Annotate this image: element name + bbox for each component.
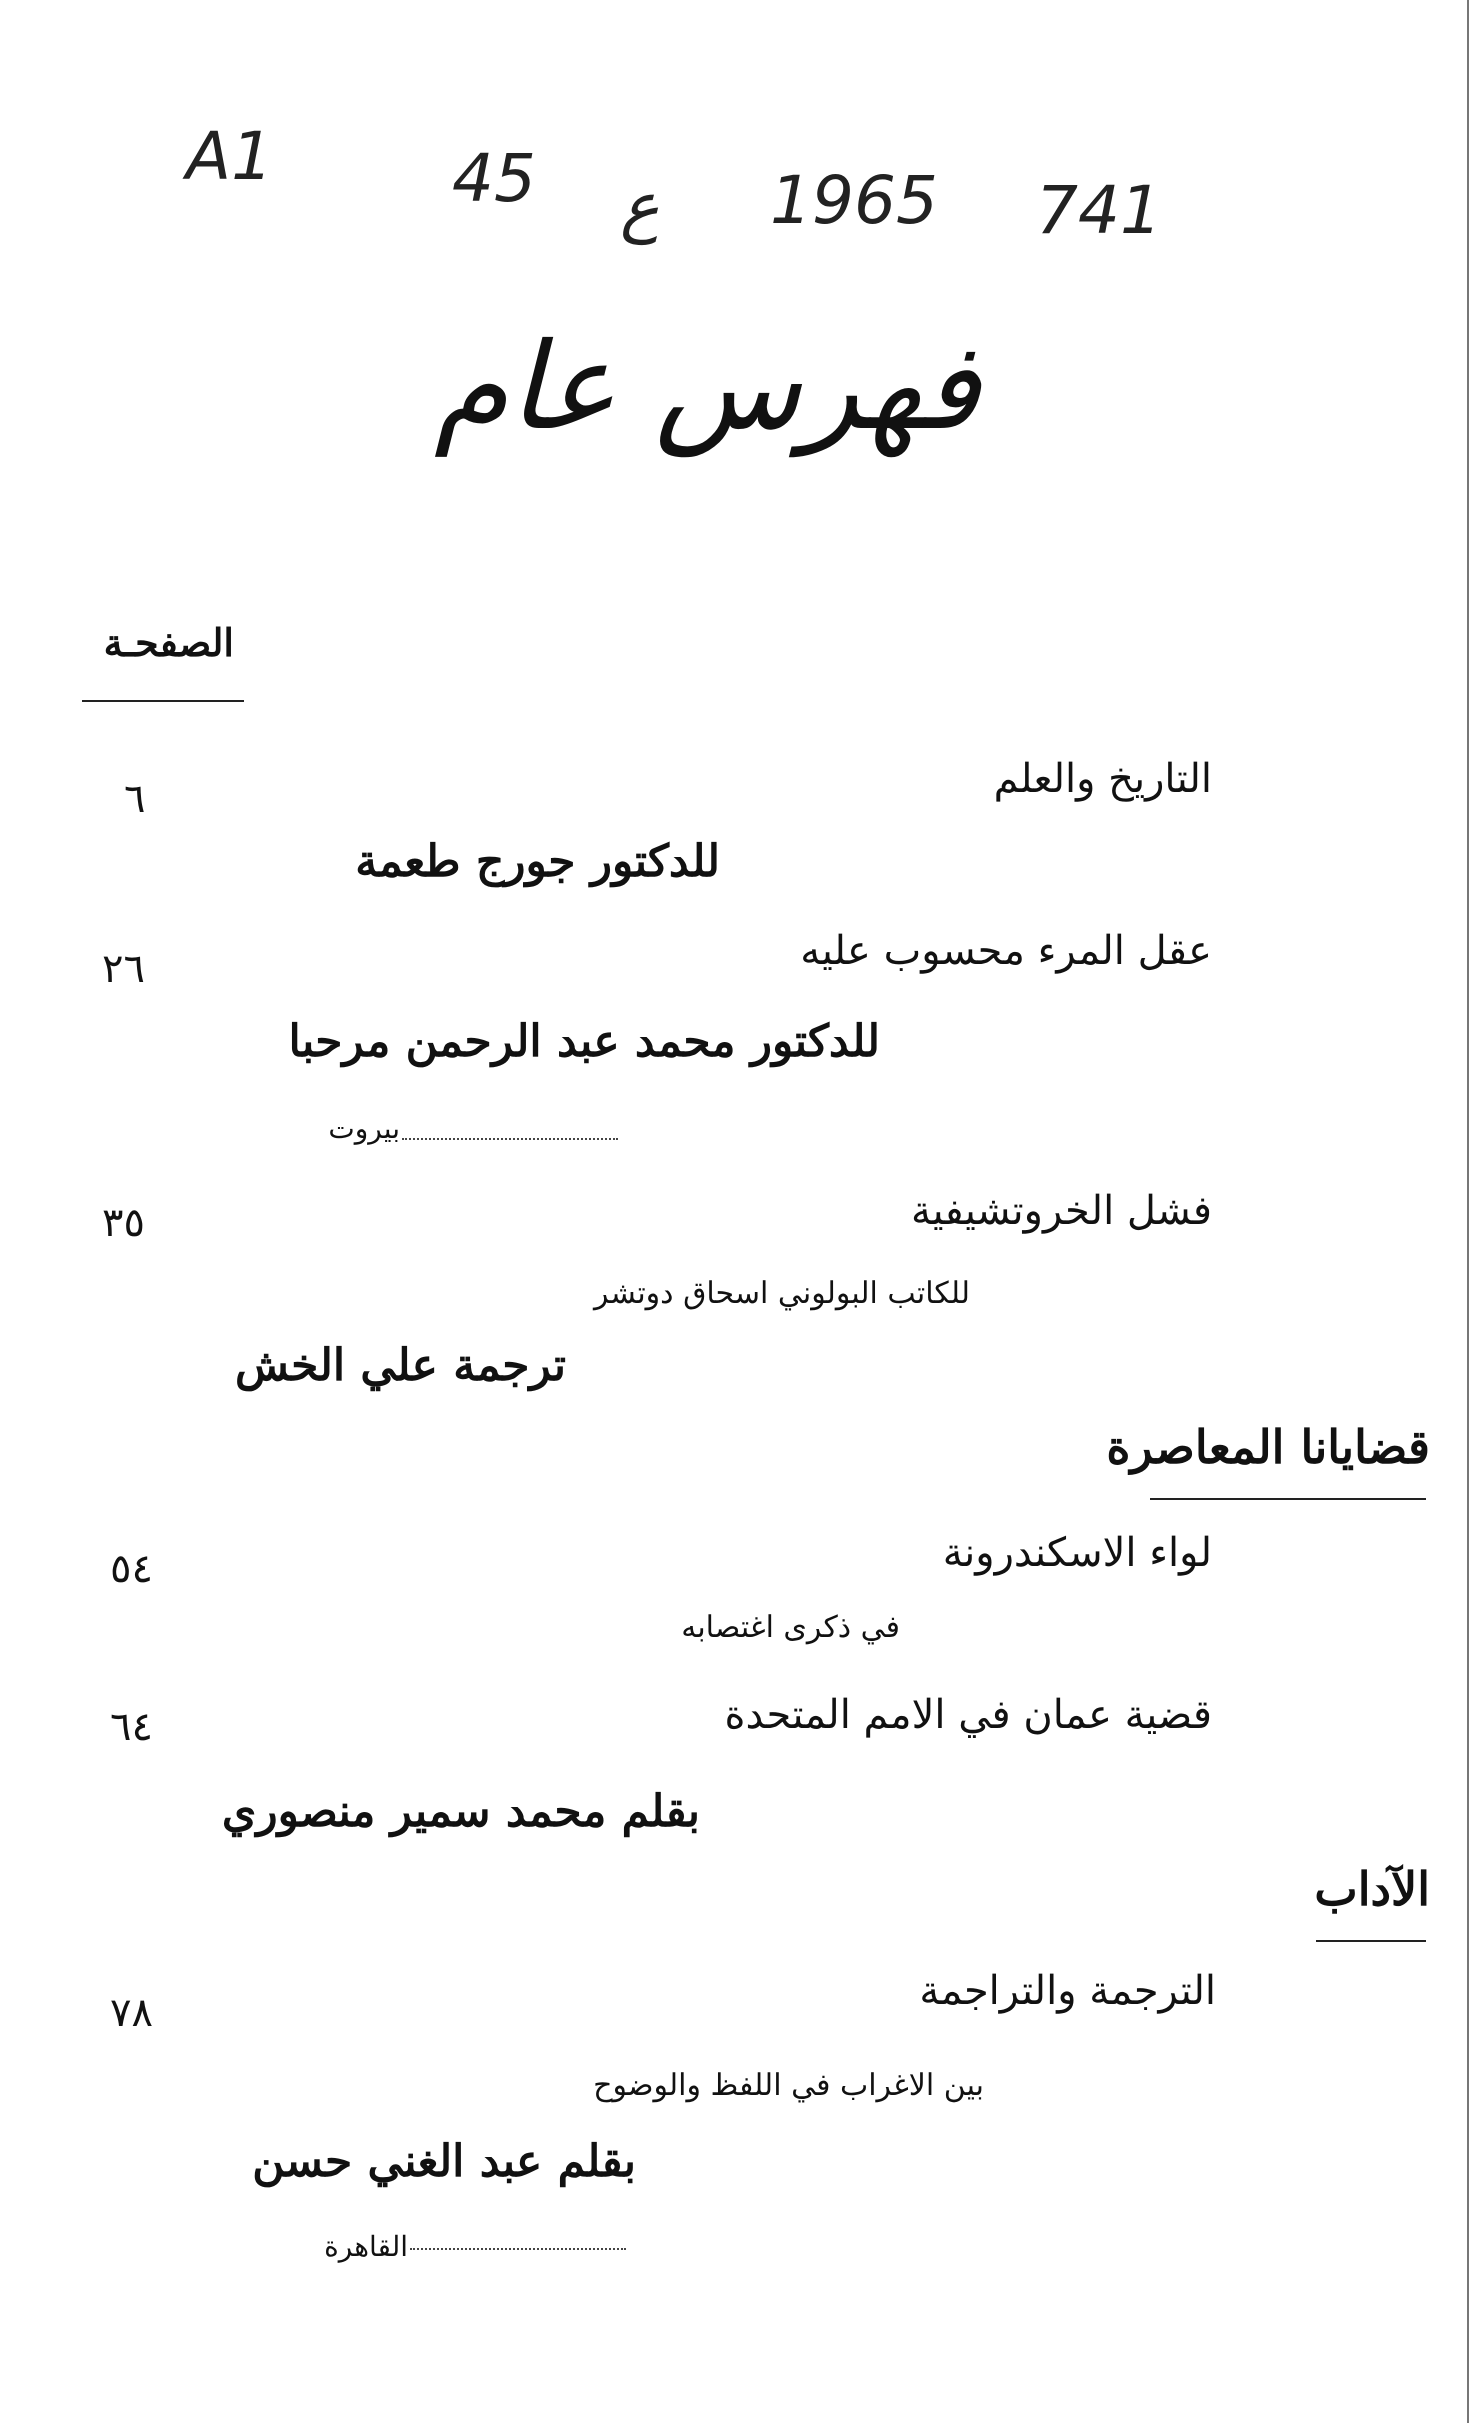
entry-3-page: ٣٥	[102, 1200, 145, 1246]
entry-6-page: ٧٨	[110, 1990, 153, 2036]
entry-1-page: ٦	[124, 776, 146, 822]
column-header-rule	[82, 700, 244, 702]
page-edge-line	[1467, 0, 1469, 2423]
entry-2-author: للدكتور محمد عبد الرحمن مرحبا	[288, 1016, 880, 1067]
page-title: فهرس عام	[434, 318, 980, 457]
entry-2-place: بيروت	[328, 1112, 400, 1145]
entry-2-title: عقل المرء محسوب عليه	[800, 928, 1212, 974]
entry-6-subtitle: بين الاغراب في اللفظ والوضوح	[593, 2068, 984, 2103]
handwritten-code-part-3: ع	[620, 168, 660, 245]
section-heading-1: قضايانا المعاصرة	[1106, 1420, 1430, 1474]
column-header-page: الصفحـة	[103, 620, 234, 665]
entry-4-title: لواء الاسكندرونة	[942, 1530, 1212, 1576]
entry-4-page: ٥٤	[110, 1546, 153, 1592]
entry-1-title: التاريخ والعلم	[993, 756, 1212, 802]
entry-5-page: ٦٤	[110, 1704, 153, 1750]
entry-4-subtitle: في ذكرى اغتصابه	[681, 1610, 900, 1645]
handwritten-code-part-5: 741	[1036, 172, 1162, 249]
entry-5-title: قضية عمان في الامم المتحدة	[724, 1692, 1212, 1738]
entry-2-page: ٢٦	[102, 946, 145, 992]
entry-6-author: بقلم عبد الغني حسن	[252, 2136, 636, 2187]
handwritten-code-part-4: 1965	[770, 162, 938, 239]
handwritten-code-part-1: A1	[186, 118, 274, 195]
handwritten-code-part-2: 45	[452, 140, 536, 217]
entry-6-place-leader	[410, 2248, 626, 2250]
entry-3-title: فشل الخروتشيفية	[911, 1188, 1212, 1234]
entry-1-author: للدكتور جورج طعمة	[355, 836, 720, 887]
section-1-rule	[1150, 1498, 1426, 1500]
section-heading-2: الآداب	[1314, 1862, 1430, 1916]
entry-2-place-leader	[402, 1138, 618, 1140]
section-2-rule	[1316, 1940, 1426, 1942]
entry-3-subtitle: للكاتب البولوني اسحاق دوتشر	[594, 1276, 970, 1311]
entry-6-place: القاهرة	[324, 2230, 408, 2263]
entry-3-author: ترجمة علي الخش	[234, 1340, 566, 1391]
entry-5-author: بقلم محمد سمير منصوري	[221, 1786, 700, 1837]
entry-6-title: الترجمة والتراجمة	[919, 1968, 1216, 2014]
